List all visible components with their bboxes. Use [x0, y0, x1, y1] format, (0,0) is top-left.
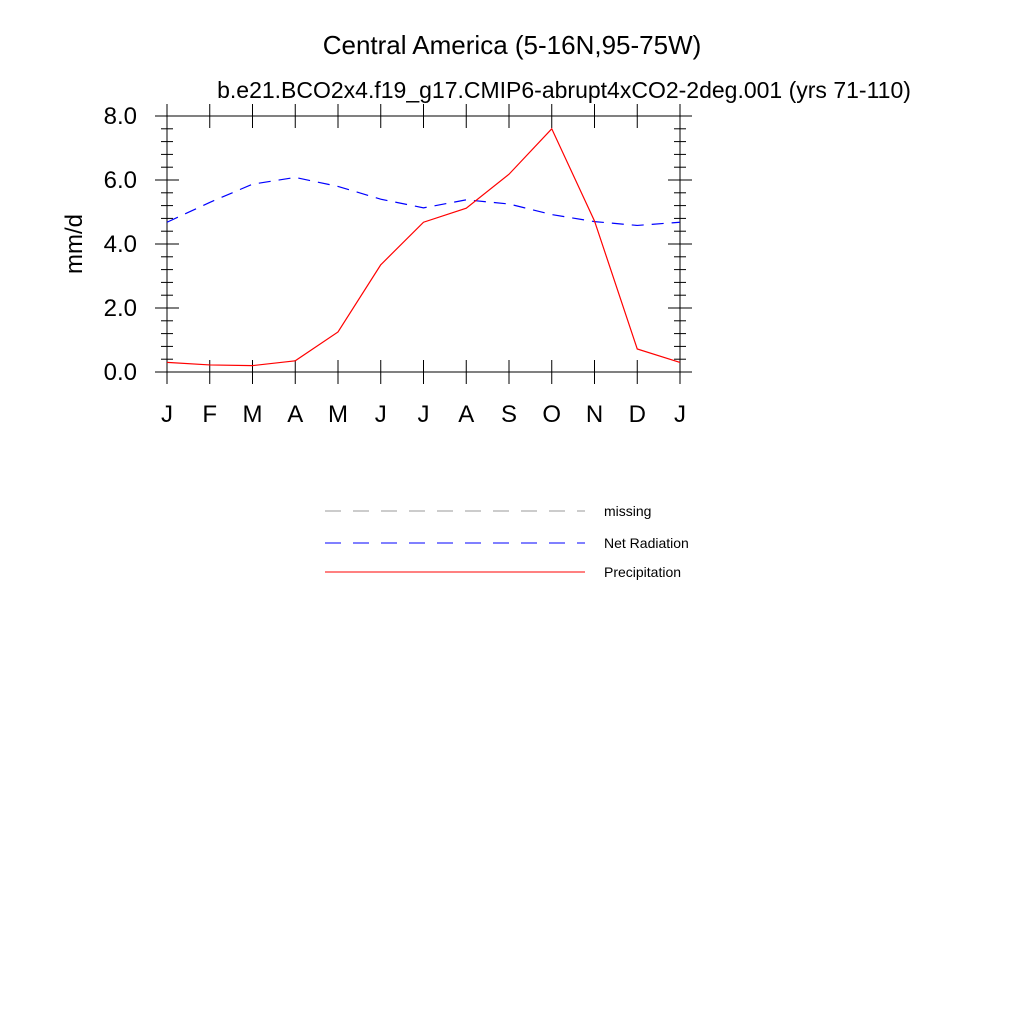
x-tick-label: J [417, 401, 430, 428]
y-tick-label: 2.0 [103, 295, 137, 322]
y-tick-label: 8.0 [103, 103, 137, 130]
x-tick-label: F [202, 401, 218, 428]
x-tick-label: J [374, 401, 387, 428]
x-tick-label: M [242, 401, 263, 428]
y-tick-label: 0.0 [103, 359, 137, 386]
legend [325, 503, 689, 580]
legend-label-missing: missing [604, 503, 652, 519]
chart-subtitle: b.e21.BCO2x4.f19_g17.CMIP6-abrupt4xCO2-2deg.001 (yrs 71-110) [217, 77, 911, 103]
x-tick-label: M [328, 401, 348, 428]
x-tick-label: S [500, 401, 518, 428]
y-tick-label: 6.0 [103, 167, 137, 194]
plot-frame [167, 116, 680, 372]
x-tick-label: A [287, 401, 304, 428]
x-tick-label: J [161, 401, 173, 428]
chart-title: Central America (5-16N,95-75W) [322, 30, 702, 60]
x-tick-label: D [628, 401, 646, 428]
y-axis-label: mm/d [61, 214, 88, 274]
x-tick-label: J [674, 401, 686, 428]
legend-label-precipitation: Precipitation [604, 564, 682, 580]
x-tick-label: N [585, 401, 604, 428]
x-tick-label: A [458, 401, 475, 428]
legend-label-net-radiation: Net Radiation [604, 535, 689, 551]
series-line-precipitation [167, 129, 680, 366]
x-tick-label: O [542, 401, 562, 428]
series-line-net-radiation [167, 177, 680, 225]
plot-area [104, 103, 692, 428]
y-tick-label: 4.0 [103, 231, 137, 258]
